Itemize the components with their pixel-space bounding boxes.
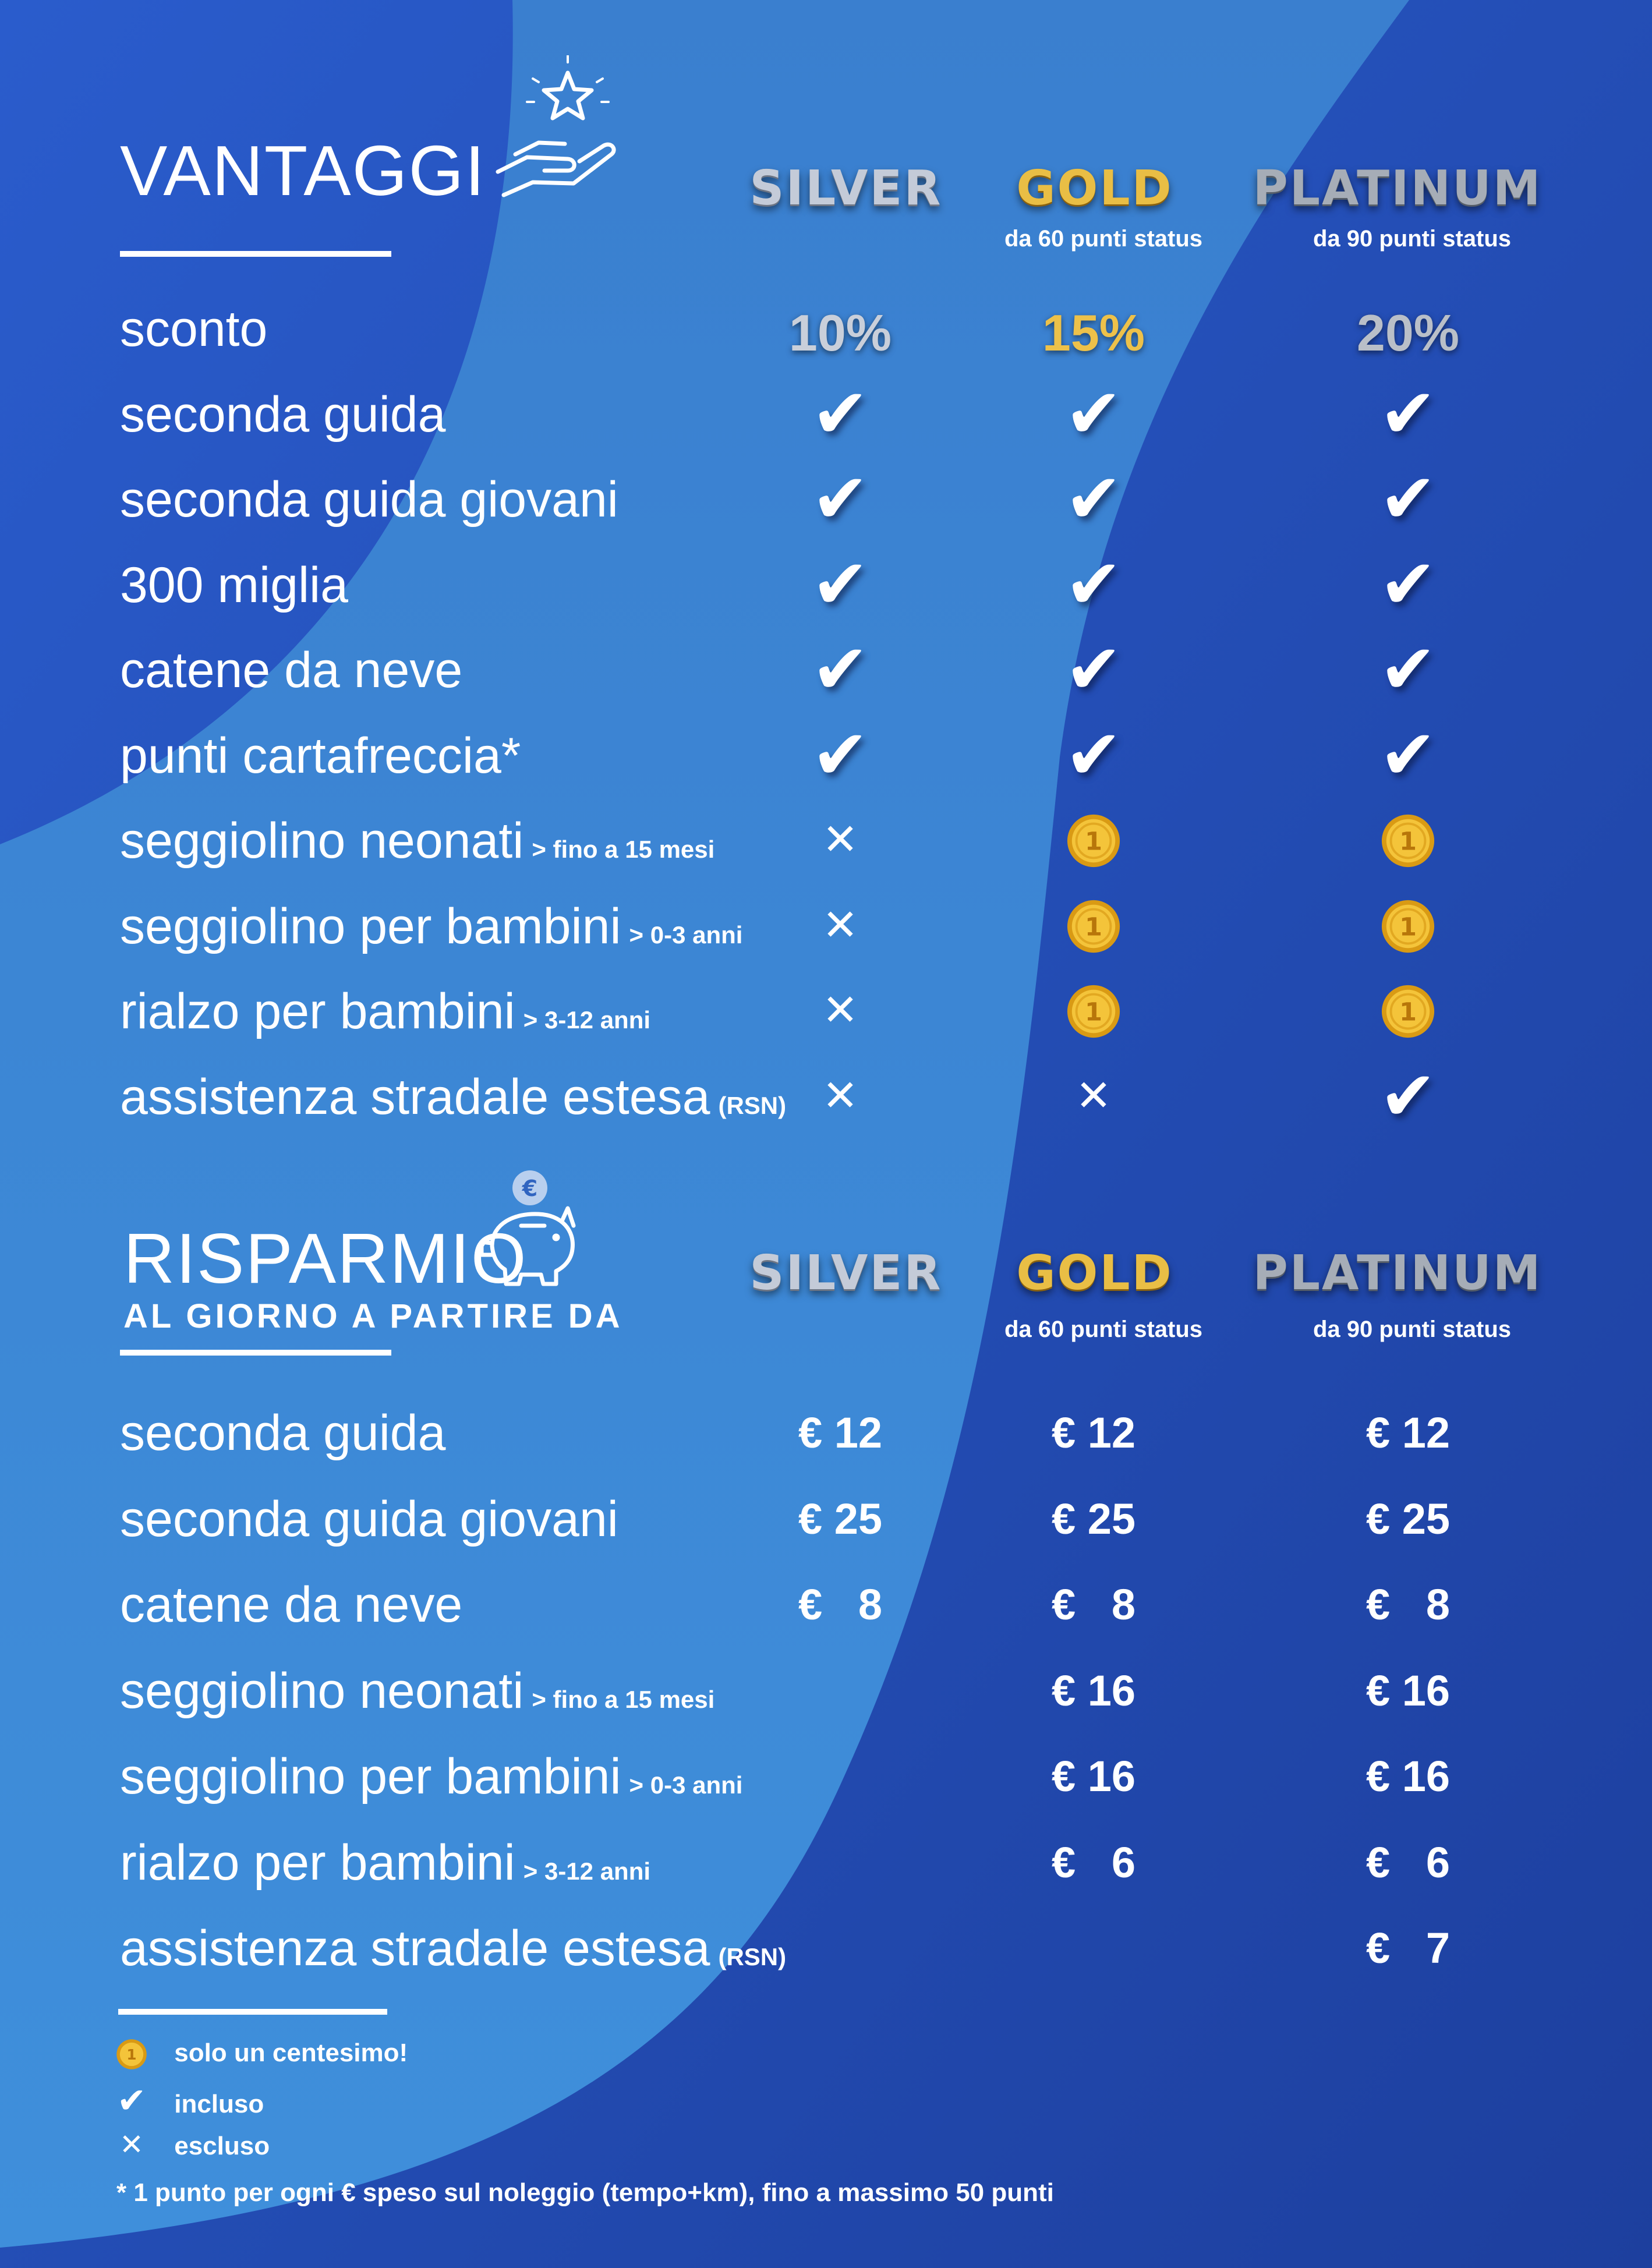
vantaggi-tier-gold: GOLD	[1016, 161, 1173, 216]
vantaggi-row-label	[120, 386, 446, 443]
row-label-text: catene da neve	[120, 642, 463, 698]
row-label-text: 300 miglia	[120, 557, 348, 613]
vantaggi-title: VANTAGGI	[120, 131, 486, 210]
row-label-note: (RSN)	[718, 1091, 787, 1119]
risparmio-title-rule	[120, 1350, 391, 1356]
row-label-text: seggiolino neonati	[120, 1662, 524, 1719]
coin-icon	[1379, 812, 1437, 869]
coin-cell	[1321, 812, 1495, 872]
vantaggi-platinum-sub: da 90 punti status	[1313, 226, 1512, 252]
row-label-text: seconda guida giovani	[120, 472, 618, 528]
risparmio-row-label	[120, 1920, 787, 1976]
row-label-note: > 0-3 anni	[629, 1771, 743, 1799]
row-label-text: seconda guida	[120, 1405, 446, 1461]
vantaggi-gold-sub: da 60 punti status	[1004, 226, 1203, 252]
coin-cell	[1321, 983, 1495, 1042]
row-label-note: > 3-12 anni	[523, 1006, 651, 1034]
vantaggi-row-label	[120, 813, 715, 869]
svg-text:1: 1	[1085, 912, 1102, 942]
cross-icon: ✕	[822, 985, 858, 1035]
vantaggi-row-label	[120, 301, 268, 357]
check-icon: ✔	[1379, 1055, 1437, 1136]
vantaggi-row-label	[120, 557, 348, 613]
price-value: € 8	[1366, 1580, 1450, 1629]
risparmio-row-label	[120, 1749, 743, 1805]
risparmio-gold-sub: da 60 punti status	[1004, 1317, 1203, 1342]
price-value: € 7	[1366, 1924, 1450, 1972]
svg-text:1: 1	[126, 2046, 137, 2063]
row-label-text: punti cartafreccia*	[120, 727, 521, 784]
price-value: € 12	[1366, 1409, 1451, 1457]
check-icon: ✔	[1379, 458, 1437, 539]
price-value: € 12	[798, 1409, 883, 1457]
vantaggi-row-label	[120, 472, 618, 528]
row-label-text: sconto	[120, 301, 268, 357]
legend-check-text: incluso	[174, 2090, 264, 2118]
row-label-text: seconda guida giovani	[120, 1491, 618, 1547]
risparmio-tier-silver: SILVER	[749, 1246, 943, 1301]
price-value: € 8	[1052, 1580, 1135, 1629]
check-icon: ✔	[1064, 458, 1123, 539]
footnote: * 1 punto per ogni € speso sul noleggio (tempo+km), fino a massimo 50 punti	[116, 2178, 1054, 2207]
coin-icon	[1065, 983, 1122, 1040]
cross-icon: ✕	[119, 2128, 144, 2161]
check-icon: ✔	[1379, 373, 1437, 454]
risparmio-row-label	[120, 1834, 651, 1891]
price-value: € 8	[798, 1580, 882, 1629]
svg-text:1: 1	[1399, 997, 1417, 1027]
vantaggi-row-label	[120, 727, 521, 784]
vantaggi-title-rule	[120, 251, 391, 257]
vantaggi-row-label	[120, 983, 651, 1039]
coin-cell	[1006, 898, 1181, 957]
piggy-coin-symbol: €	[522, 1176, 538, 1201]
row-label-note: > fino a 15 mesi	[532, 1685, 715, 1713]
row-label-note: (RSN)	[718, 1943, 787, 1970]
risparmio-tier-platinum: PLATINUM	[1253, 1246, 1543, 1301]
row-label-text: seggiolino per bambini	[120, 898, 621, 954]
risparmio-platinum-sub: da 90 punti status	[1313, 1317, 1512, 1342]
check-icon: ✔	[1064, 714, 1123, 795]
price-value: € 25	[1051, 1494, 1136, 1543]
legend-rule	[118, 2009, 387, 2015]
cross-icon: ✕	[822, 815, 858, 865]
risparmio-row-label	[120, 1405, 446, 1461]
row-label-note: > 0-3 anni	[629, 921, 743, 949]
vantaggi-row-label	[120, 1068, 787, 1125]
row-label-text: catene da neve	[120, 1577, 463, 1633]
legend-coin-text: solo un centesimo!	[174, 2038, 408, 2067]
check-icon: ✔	[811, 458, 869, 539]
coin-cell	[1006, 812, 1181, 872]
price-value: € 25	[798, 1494, 883, 1543]
vantaggi-row-label	[120, 642, 463, 698]
row-label-text: rialzo per bambini	[120, 983, 515, 1039]
row-label-text: seggiolino neonati	[120, 813, 524, 869]
svg-text:1: 1	[1085, 997, 1102, 1027]
check-icon: ✔	[811, 373, 869, 454]
svg-text:1: 1	[1085, 827, 1102, 857]
cross-icon: ✕	[1075, 1070, 1112, 1121]
row-label-note: > 3-12 anni	[523, 1857, 651, 1885]
check-icon: ✔	[1379, 629, 1437, 709]
price-value: € 25	[1366, 1494, 1451, 1543]
vantaggi-tier-silver: SILVER	[749, 161, 943, 216]
coin-icon	[114, 2038, 150, 2071]
check-icon: ✔	[1064, 629, 1123, 709]
legend-check	[114, 2081, 264, 2121]
check-icon: ✔	[1379, 543, 1437, 624]
risparmio-tier-gold: GOLD	[1016, 1246, 1173, 1301]
svg-text:1: 1	[1399, 827, 1417, 857]
coin-cell	[1321, 898, 1495, 957]
discount-value: 10%	[788, 304, 892, 362]
price-value: € 6	[1052, 1838, 1135, 1887]
svg-text:1: 1	[1399, 912, 1417, 942]
row-label-text: assistenza stradale estesa	[120, 1068, 710, 1125]
price-value: € 12	[1051, 1409, 1136, 1457]
discount-value: 20%	[1356, 304, 1460, 362]
legend-cross-text: escluso	[174, 2132, 270, 2160]
price-value: € 6	[1366, 1838, 1450, 1887]
vantaggi-row-label	[120, 898, 743, 954]
legend-cross	[114, 2130, 270, 2159]
price-value: € 16	[1051, 1666, 1136, 1715]
check-icon: ✔	[811, 629, 869, 709]
row-label-note: > fino a 15 mesi	[532, 836, 715, 863]
risparmio-title: RISPARMIO	[123, 1219, 528, 1298]
coin-icon	[1065, 898, 1122, 955]
check-icon: ✔	[811, 543, 869, 624]
cross-icon: ✕	[822, 900, 858, 950]
check-icon: ✔	[1064, 543, 1123, 624]
risparmio-row-label	[120, 1577, 463, 1633]
row-label-text: seggiolino per bambini	[120, 1749, 621, 1805]
hand-star-icon	[492, 55, 620, 201]
legend-coin	[114, 2038, 408, 2071]
price-value: € 16	[1366, 1666, 1451, 1715]
price-value: € 16	[1366, 1752, 1451, 1800]
piggy-bank-euro-icon	[475, 1167, 585, 1290]
risparmio-row-label	[120, 1662, 715, 1719]
risparmio-row-label	[120, 1491, 618, 1547]
cross-icon: ✕	[822, 1070, 858, 1121]
check-icon: ✔	[811, 714, 869, 795]
row-label-text: rialzo per bambini	[120, 1834, 515, 1891]
check-icon: ✔	[1379, 714, 1437, 795]
price-value: € 16	[1051, 1752, 1136, 1800]
row-label-text: seconda guida	[120, 386, 446, 443]
row-label-text: assistenza stradale estesa	[120, 1920, 710, 1976]
coin-icon	[1379, 983, 1437, 1040]
coin-icon	[1379, 898, 1437, 955]
check-icon: ✔	[1064, 373, 1123, 454]
discount-value: 15%	[1042, 304, 1145, 362]
coin-icon	[1065, 812, 1122, 869]
vantaggi-tier-platinum: PLATINUM	[1253, 161, 1543, 216]
coin-cell	[1006, 983, 1181, 1042]
risparmio-subtitle: AL GIORNO A PARTIRE DA	[123, 1297, 623, 1335]
check-icon: ✔	[116, 2081, 147, 2121]
